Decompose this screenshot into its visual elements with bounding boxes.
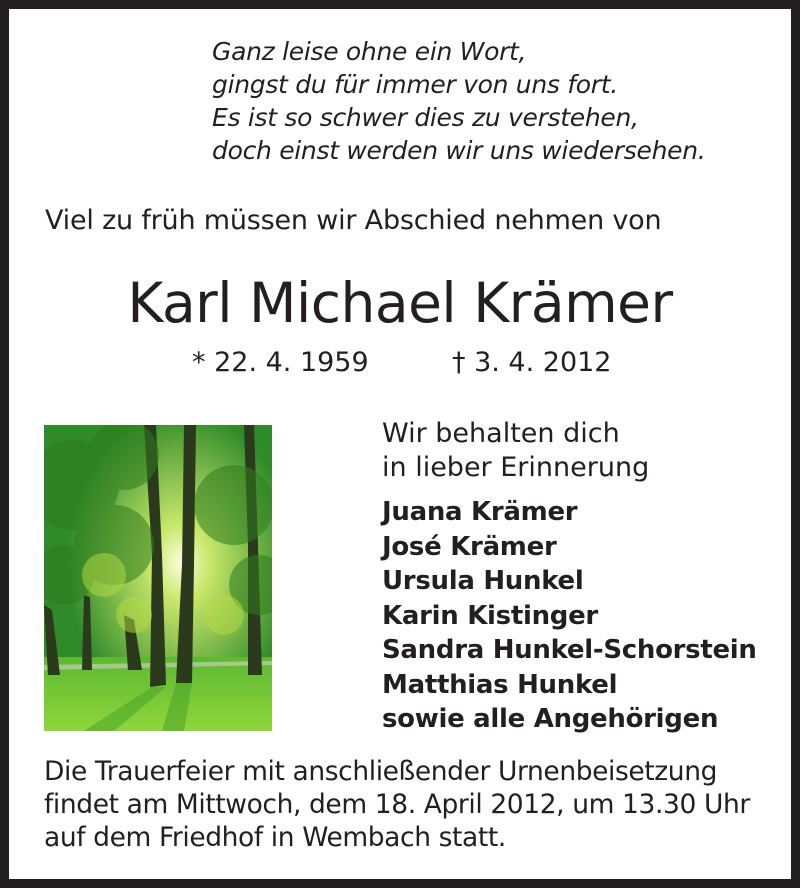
family-list (382, 495, 757, 737)
trees-photo (44, 425, 272, 731)
poem-line: Es ist so schwer dies zu verstehen, (212, 103, 639, 132)
poem-line: gingst du für immer von uns fort. (212, 70, 618, 99)
service-line: findet am Mittwoch, dem 18. April 2012, um 13.30 Uhr (44, 789, 750, 820)
deceased-name: Karl Michael Krämer (127, 271, 673, 335)
mourning-text (382, 417, 649, 485)
family-member: Matthias Hunkel (382, 669, 618, 700)
service-line: auf dem Friedhof in Wembach statt. (44, 822, 506, 853)
service-info (44, 755, 750, 854)
service-line: Die Trauerfeier mit anschließender Urnenbeisetzung (44, 756, 718, 787)
poem-line: doch einst werden wir uns wiedersehen. (212, 136, 706, 165)
poem (212, 35, 705, 167)
death-date: † 3. 4. 2012 (452, 347, 612, 378)
family-member: Juana Krämer (382, 497, 578, 527)
family-member: sowie alle Angehörigen (382, 704, 719, 734)
obituary-notice (9, 9, 791, 879)
poem-line: Ganz leise ohne ein Wort, (212, 37, 527, 66)
mourning-line: Wir behalten dich (382, 418, 620, 449)
family-member: José Krämer (382, 531, 557, 562)
birth-date: * 22. 4. 1959 (192, 347, 369, 378)
family-member: Karin Kistinger (382, 600, 598, 631)
family-member: Ursula Hunkel (382, 566, 584, 596)
intro-text: Viel zu früh müssen wir Abschied nehmen von (45, 205, 662, 236)
mourning-line: in lieber Erinnerung (382, 452, 650, 483)
family-member: Sandra Hunkel-Schorstein (382, 635, 757, 665)
